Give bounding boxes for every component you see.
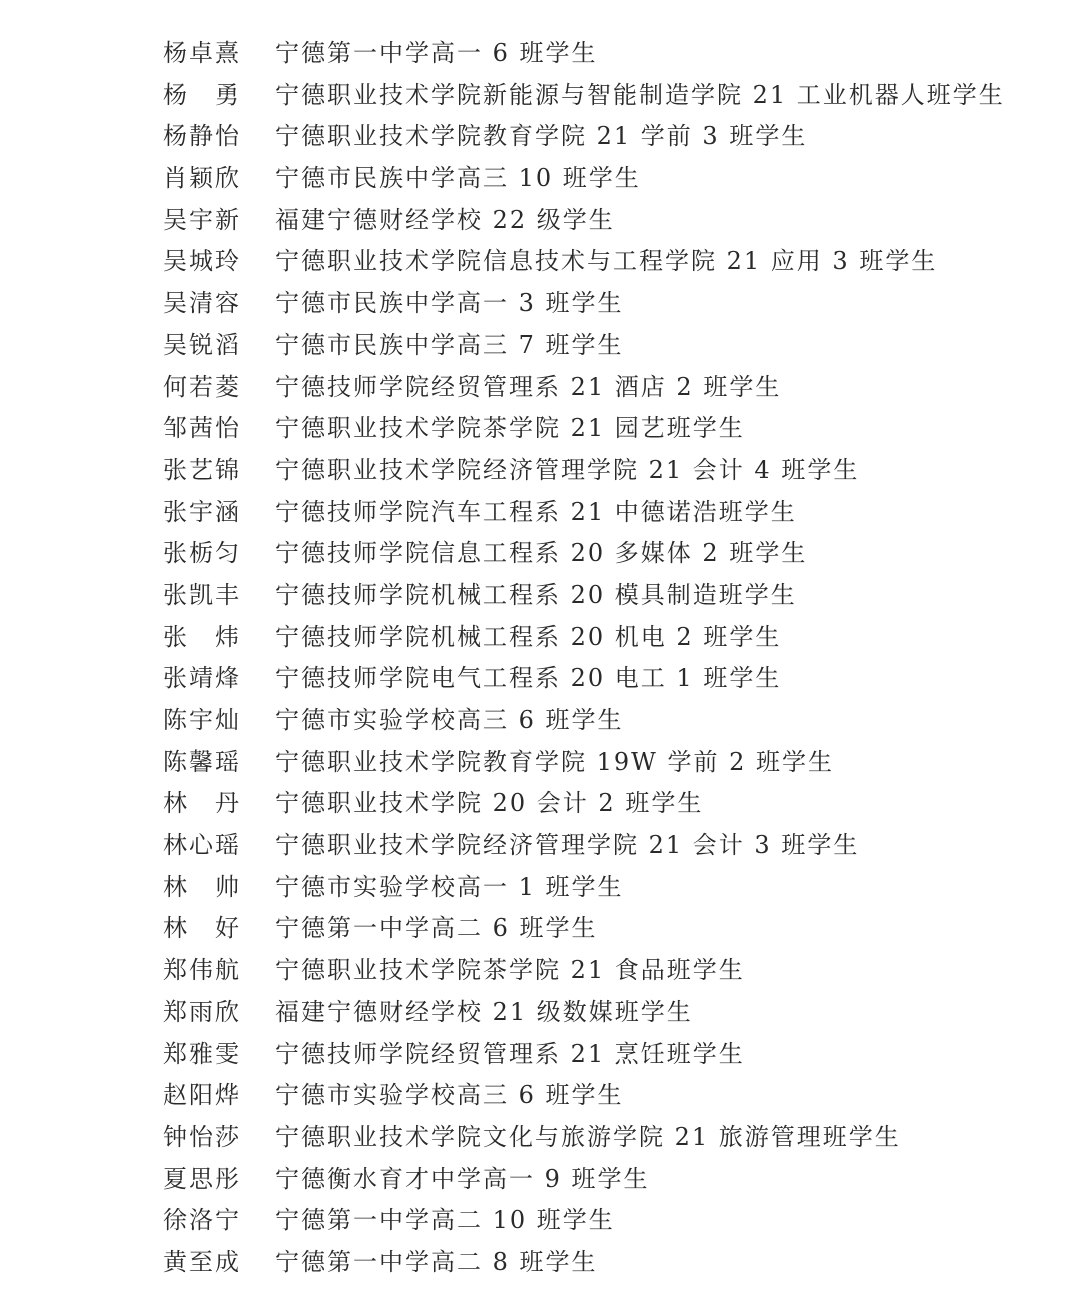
student-name: 夏思彤 [163,1164,241,1193]
student-class-description: 宁德技师学院信息工程系 20 多媒体 2 班学生 [275,539,808,568]
roster-entry [0,655,1080,697]
student-class-description: 宁德职业技术学院信息技术与工程学院 21 应用 3 班学生 [275,247,938,276]
roster-entry [0,1114,1080,1156]
student-roster-list [0,30,1080,1281]
roster-entry [0,697,1080,739]
roster-entry [0,739,1080,781]
roster-entry [0,322,1080,364]
student-class-description: 宁德职业技术学院经济管理学院 21 会计 3 班学生 [275,831,860,860]
student-class-description: 宁德技师学院经贸管理系 21 酒店 2 班学生 [275,372,782,401]
student-class-description: 宁德职业技术学院经济管理学院 21 会计 4 班学生 [275,455,860,484]
roster-entry [0,238,1080,280]
student-class-description: 宁德职业技术学院文化与旅游学院 21 旅游管理班学生 [275,1122,901,1151]
student-name: 吴锐滔 [163,330,241,359]
student-name: 林 好 [163,914,241,943]
student-name: 林心瑶 [163,831,241,860]
roster-entry [0,364,1080,406]
student-name: 林 丹 [163,789,241,818]
student-class-description: 宁德职业技术学院教育学院 19W 学前 2 班学生 [275,747,834,776]
student-name: 黄至成 [163,1247,241,1276]
roster-entry [0,1239,1080,1281]
roster-entry [0,197,1080,239]
student-class-description: 宁德衡水育才中学高一 9 班学生 [275,1164,650,1193]
student-name: 徐洛宁 [163,1206,241,1235]
roster-entry [0,1031,1080,1073]
student-name: 郑伟航 [163,956,241,985]
student-name: 何若菱 [163,372,241,401]
student-class-description: 宁德市实验学校高三 6 班学生 [275,706,624,734]
roster-entry [0,1156,1080,1198]
student-class-description: 福建宁德财经学校 21 级数媒班学生 [275,997,693,1026]
roster-entry [0,30,1080,72]
roster-entry [0,614,1080,656]
roster-entry [0,405,1080,447]
student-name: 陈馨瑶 [163,747,241,776]
roster-entry [0,447,1080,489]
student-class-description: 宁德市民族中学高一 3 班学生 [275,289,624,318]
student-class-description: 宁德职业技术学院新能源与智能制造学院 21 工业机器人班学生 [275,80,1005,109]
roster-entry [0,72,1080,114]
roster-entry [0,572,1080,614]
roster-entry [0,947,1080,989]
roster-entry [0,989,1080,1031]
student-name: 张栃匀 [163,539,241,568]
roster-entry [0,113,1080,155]
student-name: 张艺锦 [163,455,241,484]
student-name: 张靖烽 [163,664,241,693]
roster-entry [0,1197,1080,1239]
roster-entry [0,489,1080,531]
student-class-description: 宁德市民族中学高三 7 班学生 [275,330,624,359]
student-class-description: 宁德技师学院经贸管理系 21 烹饪班学生 [275,1039,745,1068]
student-class-description: 宁德技师学院汽车工程系 21 中德诺浩班学生 [275,497,797,526]
student-name: 张凯丰 [163,580,241,609]
student-name: 郑雨欣 [163,997,241,1026]
student-name: 邹茜怡 [163,414,241,443]
student-name: 张宇涵 [163,497,241,526]
student-name: 吴宇新 [163,205,241,234]
roster-entry [0,864,1080,906]
student-class-description: 宁德第一中学高一 6 班学生 [275,39,598,67]
student-name: 张 炜 [163,622,241,651]
student-class-description: 宁德第一中学高二 8 班学生 [275,1247,598,1276]
student-name: 林 帅 [163,872,241,901]
roster-entry [0,822,1080,864]
roster-entry [0,1072,1080,1114]
student-class-description: 宁德职业技术学院茶学院 21 食品班学生 [275,956,745,985]
roster-entry [0,155,1080,197]
student-class-description: 宁德技师学院机械工程系 20 模具制造班学生 [275,580,797,609]
student-class-description: 宁德市实验学校高三 6 班学生 [275,1081,624,1110]
student-name: 吴城玲 [163,247,241,276]
student-class-description: 宁德市民族中学高三 10 班学生 [275,164,641,193]
student-name: 钟怡莎 [163,1122,241,1151]
student-name: 吴清容 [163,289,241,318]
student-name: 杨 勇 [163,80,241,109]
student-class-description: 宁德职业技术学院茶学院 21 园艺班学生 [275,414,745,443]
student-class-description: 宁德技师学院机械工程系 20 机电 2 班学生 [275,622,782,651]
student-class-description: 宁德第一中学高二 6 班学生 [275,914,598,943]
roster-entry [0,905,1080,947]
student-name: 肖颖欣 [163,164,241,193]
roster-entry [0,280,1080,322]
roster-entry [0,780,1080,822]
roster-entry [0,530,1080,572]
student-name: 陈宇灿 [163,706,241,734]
student-class-description: 宁德职业技术学院 20 会计 2 班学生 [275,789,704,818]
student-name: 赵阳烨 [163,1081,241,1110]
student-class-description: 宁德技师学院电气工程系 20 电工 1 班学生 [275,664,782,693]
student-class-description: 宁德第一中学高二 10 班学生 [275,1206,615,1235]
student-name: 郑雅雯 [163,1039,241,1068]
student-class-description: 福建宁德财经学校 22 级学生 [275,205,615,234]
student-name: 杨卓熹 [163,39,241,67]
student-class-description: 宁德市实验学校高一 1 班学生 [275,872,624,901]
student-name: 杨静怡 [163,122,241,151]
student-class-description: 宁德职业技术学院教育学院 21 学前 3 班学生 [275,122,808,151]
